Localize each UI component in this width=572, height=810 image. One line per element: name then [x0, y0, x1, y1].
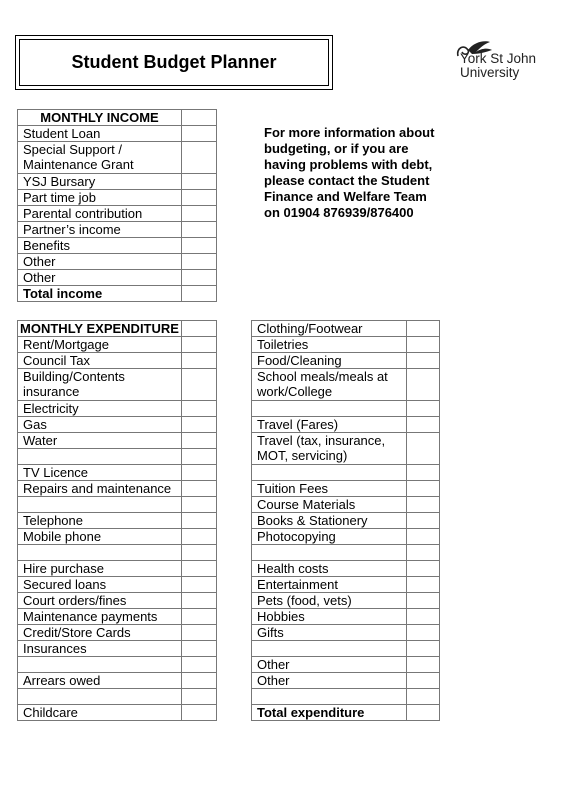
table-row: [18, 465, 217, 481]
amount-input-cell[interactable]: [407, 353, 440, 369]
table-row: [252, 529, 440, 545]
table-row: [252, 545, 440, 561]
row-label: Insurances: [18, 641, 182, 657]
amount-input-cell[interactable]: [182, 369, 217, 401]
table-row: [18, 497, 217, 513]
income-table: [17, 109, 217, 302]
amount-input-cell[interactable]: [407, 577, 440, 593]
amount-input-cell[interactable]: [182, 206, 217, 222]
row-label: Parental contribution: [18, 206, 182, 222]
row-label: Travel (tax, insurance, MOT, servicing): [252, 433, 407, 465]
row-label: [252, 401, 407, 417]
table-row: [18, 142, 217, 174]
row-label: [18, 545, 182, 561]
row-label: Electricity: [18, 401, 182, 417]
row-label: Maintenance payments: [18, 609, 182, 625]
amount-input-cell[interactable]: [182, 465, 217, 481]
row-label: [18, 497, 182, 513]
row-label: Toiletries: [252, 337, 407, 353]
amount-input-cell[interactable]: [182, 689, 217, 705]
row-label: Mobile phone: [18, 529, 182, 545]
amount-input-cell[interactable]: [407, 545, 440, 561]
table-row: [252, 673, 440, 689]
table-heading: MONTHLY INCOME: [18, 110, 182, 126]
row-label: YSJ Bursary: [18, 174, 182, 190]
table-row: [18, 238, 217, 254]
row-label: Court orders/fines: [18, 593, 182, 609]
row-label: TV Licence: [18, 465, 182, 481]
row-label: Pets (food, vets): [252, 593, 407, 609]
amount-input-cell[interactable]: [407, 529, 440, 545]
title-box: [15, 35, 333, 90]
amount-input-cell[interactable]: [182, 286, 217, 302]
row-label: Other: [18, 254, 182, 270]
table-row: [18, 270, 217, 286]
table-row: [252, 433, 440, 465]
table-row: [18, 369, 217, 401]
row-label: Benefits: [18, 238, 182, 254]
table-row: [18, 206, 217, 222]
table-heading: MONTHLY EXPENDITURE: [18, 321, 182, 337]
table-row: [252, 369, 440, 401]
table-row: [18, 126, 217, 142]
table-row: [252, 497, 440, 513]
amount-input-cell[interactable]: [182, 593, 217, 609]
table-row: [252, 625, 440, 641]
row-label: Special Support / Maintenance Grant: [18, 142, 182, 174]
row-label: Repairs and maintenance: [18, 481, 182, 497]
amount-input-cell[interactable]: [182, 705, 217, 721]
amount-input-cell[interactable]: [182, 401, 217, 417]
amount-input-cell[interactable]: [407, 609, 440, 625]
amount-input-cell[interactable]: [182, 561, 217, 577]
table-row: [252, 337, 440, 353]
table-row: [18, 190, 217, 206]
table-row: [252, 417, 440, 433]
row-label: Travel (Fares): [252, 417, 407, 433]
amount-input-cell[interactable]: [407, 337, 440, 353]
row-label: Student Loan: [18, 126, 182, 142]
logo-line-2: University: [460, 65, 520, 80]
row-label: Food/Cleaning: [252, 353, 407, 369]
amount-input-cell[interactable]: [182, 142, 217, 174]
amount-input-cell[interactable]: [407, 673, 440, 689]
logo-line-1: York St John: [460, 51, 537, 66]
amount-header-cell: [182, 110, 217, 126]
amount-input-cell[interactable]: [182, 577, 217, 593]
row-label: Gifts: [252, 625, 407, 641]
row-label: Telephone: [18, 513, 182, 529]
amount-input-cell[interactable]: [407, 689, 440, 705]
amount-input-cell[interactable]: [407, 465, 440, 481]
row-label: Gas: [18, 417, 182, 433]
amount-input-cell[interactable]: [407, 513, 440, 529]
amount-input-cell[interactable]: [407, 497, 440, 513]
amount-input-cell[interactable]: [407, 657, 440, 673]
table-row: [18, 353, 217, 369]
table-row: [252, 593, 440, 609]
table-row: [252, 513, 440, 529]
table-row: [18, 286, 217, 302]
table-row: [252, 481, 440, 497]
table-row: [18, 513, 217, 529]
table-row: [18, 433, 217, 449]
row-label: [252, 641, 407, 657]
table-row: [18, 561, 217, 577]
amount-input-cell[interactable]: [407, 481, 440, 497]
expenditure-table-left: [17, 320, 217, 721]
row-label: Clothing/Footwear: [252, 321, 407, 337]
expenditure-table-right: [251, 320, 440, 721]
amount-input-cell[interactable]: [182, 545, 217, 561]
row-label: Other: [252, 657, 407, 673]
row-label: Arrears owed: [18, 673, 182, 689]
row-label: [18, 449, 182, 465]
amount-input-cell[interactable]: [407, 561, 440, 577]
table-row: [18, 417, 217, 433]
row-label: Water: [18, 433, 182, 449]
table-row: [18, 593, 217, 609]
row-label: Books & Stationery: [252, 513, 407, 529]
row-label: Entertainment: [252, 577, 407, 593]
row-label: [18, 657, 182, 673]
amount-input-cell[interactable]: [182, 609, 217, 625]
amount-header-cell: [182, 321, 217, 337]
table-row: [252, 561, 440, 577]
row-label: Partner’s income: [18, 222, 182, 238]
row-label: Childcare: [18, 705, 182, 721]
row-label: School meals/meals at work/College: [252, 369, 407, 401]
row-label: Part time job: [18, 190, 182, 206]
table-row: [252, 321, 440, 337]
row-label: Health costs: [252, 561, 407, 577]
row-label: Rent/Mortgage: [18, 337, 182, 353]
amount-input-cell[interactable]: [182, 337, 217, 353]
row-label: [18, 689, 182, 705]
amount-input-cell[interactable]: [182, 673, 217, 689]
amount-input-cell[interactable]: [182, 270, 217, 286]
expenditure-right-rows: [252, 321, 440, 721]
amount-input-cell[interactable]: [182, 497, 217, 513]
university-logo: [450, 38, 550, 88]
table-row: [18, 609, 217, 625]
table-row: [252, 689, 440, 705]
amount-input-cell[interactable]: [182, 417, 217, 433]
table-row: [252, 641, 440, 657]
amount-input-cell[interactable]: [182, 353, 217, 369]
amount-input-cell[interactable]: [182, 126, 217, 142]
table-row: [252, 609, 440, 625]
amount-input-cell[interactable]: [407, 641, 440, 657]
table-row: [18, 337, 217, 353]
page-title: Student Budget Planner: [19, 39, 329, 86]
amount-input-cell[interactable]: [407, 705, 440, 721]
row-label: Course Materials: [252, 497, 407, 513]
table-row: [18, 254, 217, 270]
table-row: [252, 577, 440, 593]
row-label: Total income: [18, 286, 182, 302]
table-row: [252, 705, 440, 721]
amount-input-cell[interactable]: [407, 369, 440, 401]
amount-input-cell[interactable]: [407, 401, 440, 417]
amount-input-cell[interactable]: [407, 433, 440, 465]
table-header-row: [18, 110, 217, 126]
row-label: Other: [18, 270, 182, 286]
table-row: [18, 625, 217, 641]
table-row: [18, 174, 217, 190]
row-label: Tuition Fees: [252, 481, 407, 497]
table-row: [18, 673, 217, 689]
row-label: Photocopying: [252, 529, 407, 545]
row-label: [252, 689, 407, 705]
row-label: Total expenditure: [252, 705, 407, 721]
table-row: [18, 577, 217, 593]
income-rows: [18, 110, 217, 302]
table-row: [18, 222, 217, 238]
amount-input-cell[interactable]: [182, 513, 217, 529]
amount-input-cell[interactable]: [407, 321, 440, 337]
amount-input-cell[interactable]: [407, 417, 440, 433]
amount-input-cell[interactable]: [407, 625, 440, 641]
row-label: Building/Contents insurance: [18, 369, 182, 401]
table-row: [18, 705, 217, 721]
table-row: [18, 657, 217, 673]
expenditure-left-rows: [18, 321, 217, 721]
amount-input-cell[interactable]: [182, 625, 217, 641]
amount-input-cell[interactable]: [182, 433, 217, 449]
row-label: Credit/Store Cards: [18, 625, 182, 641]
row-label: Other: [252, 673, 407, 689]
table-row: [252, 465, 440, 481]
table-row: [252, 401, 440, 417]
amount-input-cell[interactable]: [182, 529, 217, 545]
row-label: [252, 465, 407, 481]
table-row: [18, 545, 217, 561]
row-label: Secured loans: [18, 577, 182, 593]
table-header-row: [18, 321, 217, 337]
table-row: [252, 353, 440, 369]
row-label: Council Tax: [18, 353, 182, 369]
table-row: [18, 529, 217, 545]
table-row: [18, 401, 217, 417]
amount-input-cell[interactable]: [182, 449, 217, 465]
amount-input-cell[interactable]: [182, 657, 217, 673]
info-text: For more information about budgeting, or if you are having problems with debt, please contact the Student Finance and Welfare Team on 01904 876939/876400: [264, 125, 435, 220]
amount-input-cell[interactable]: [182, 641, 217, 657]
row-label: Hire purchase: [18, 561, 182, 577]
amount-input-cell[interactable]: [182, 481, 217, 497]
table-row: [18, 481, 217, 497]
amount-input-cell[interactable]: [407, 593, 440, 609]
amount-input-cell[interactable]: [182, 254, 217, 270]
amount-input-cell[interactable]: [182, 222, 217, 238]
amount-input-cell[interactable]: [182, 174, 217, 190]
table-row: [18, 641, 217, 657]
amount-input-cell[interactable]: [182, 238, 217, 254]
table-row: [18, 689, 217, 705]
row-label: Hobbies: [252, 609, 407, 625]
row-label: [252, 545, 407, 561]
table-row: [18, 449, 217, 465]
amount-input-cell[interactable]: [182, 190, 217, 206]
table-row: [252, 657, 440, 673]
